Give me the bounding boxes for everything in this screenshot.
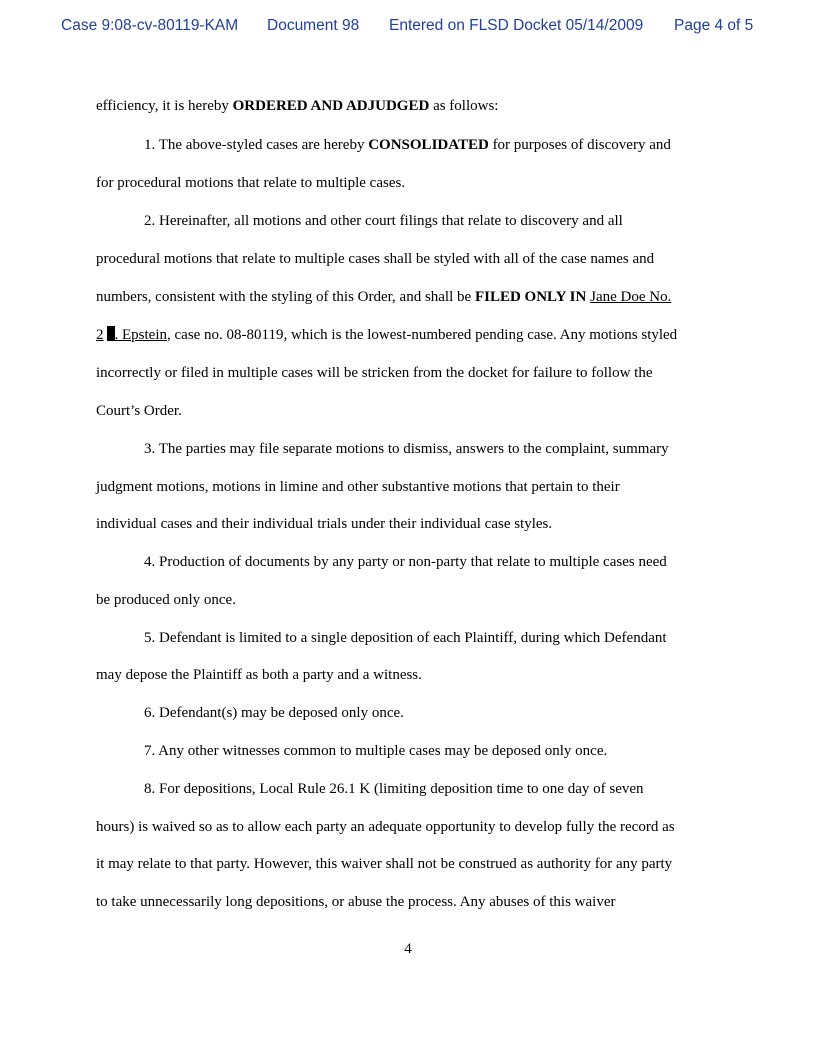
paragraph-7: 7. Any other witnesses common to multiple cases may be deposed only once. bbox=[144, 743, 608, 759]
text-line: judgment motions, motions in limine and other substantive motions that pertain to their bbox=[96, 479, 620, 495]
paragraph-8: 8. For depositions, Local Rule 26.1 K (limiting deposition time to one day of seven bbox=[144, 781, 644, 797]
text-line: may depose the Plaintiff as both a party and a witness. bbox=[96, 667, 422, 683]
text-line: to take unnecessarily long depositions, or abuse the process. Any abuses of this waiver bbox=[96, 894, 616, 910]
docket-entry-date: Entered on FLSD Docket 05/14/2009 bbox=[389, 17, 644, 34]
page-count: Page 4 of 5 bbox=[674, 17, 754, 34]
text-line: for procedural motions that relate to multiple cases. bbox=[96, 175, 406, 191]
text-line: hours) is waived so as to allow each party an adequate opportunity to develop fully the record as bbox=[96, 819, 675, 835]
page-number: 4 bbox=[404, 941, 412, 957]
text-line: be produced only once. bbox=[96, 592, 236, 608]
redaction-block bbox=[107, 326, 115, 341]
paragraph-5: 5. Defendant is limited to a single deposition of each Plaintiff, during which Defendant bbox=[144, 630, 667, 646]
paragraph-2: 2. Hereinafter, all motions and other court filings that relate to discovery and all bbox=[144, 213, 623, 229]
text-line: incorrectly or filed in multiple cases will be stricken from the docket for failure to follow the bbox=[96, 365, 653, 381]
case-number: Case 9:08-cv-80119-KAM bbox=[61, 17, 239, 34]
text-line: individual cases and their individual trials under their individual case styles. bbox=[96, 516, 553, 532]
paragraph-6: 6. Defendant(s) may be deposed only once. bbox=[144, 705, 404, 721]
text-line: Court’s Order. bbox=[96, 403, 182, 419]
text-line: efficiency, it is hereby ORDERED AND ADJUDGED as follows: bbox=[96, 98, 499, 114]
text-line: numbers, consistent with the styling of this Order, and shall be FILED ONLY IN Jane Doe No. bbox=[96, 289, 672, 305]
paragraph-1: 1. The above-styled cases are hereby CONSOLIDATED for purposes of discovery and bbox=[144, 137, 671, 153]
document-number: Document 98 bbox=[267, 17, 360, 34]
paragraph-3: 3. The parties may file separate motions to dismiss, answers to the complaint, summary bbox=[144, 441, 669, 457]
text-line: it may relate to that party. However, this waiver shall not be construed as authority for any party bbox=[96, 856, 673, 872]
case-style: Jane Doe No. bbox=[590, 289, 672, 305]
docket-header bbox=[61, 17, 761, 39]
paragraph-4: 4. Production of documents by any party or non-party that relate to multiple cases need bbox=[144, 554, 667, 570]
text-line: procedural motions that relate to multiple cases shall be styled with all of the case names and bbox=[96, 251, 655, 267]
text-line: 2 . Epstein, case no. 08-80119, which is the lowest-numbered pending case. Any motions styled bbox=[96, 327, 678, 343]
